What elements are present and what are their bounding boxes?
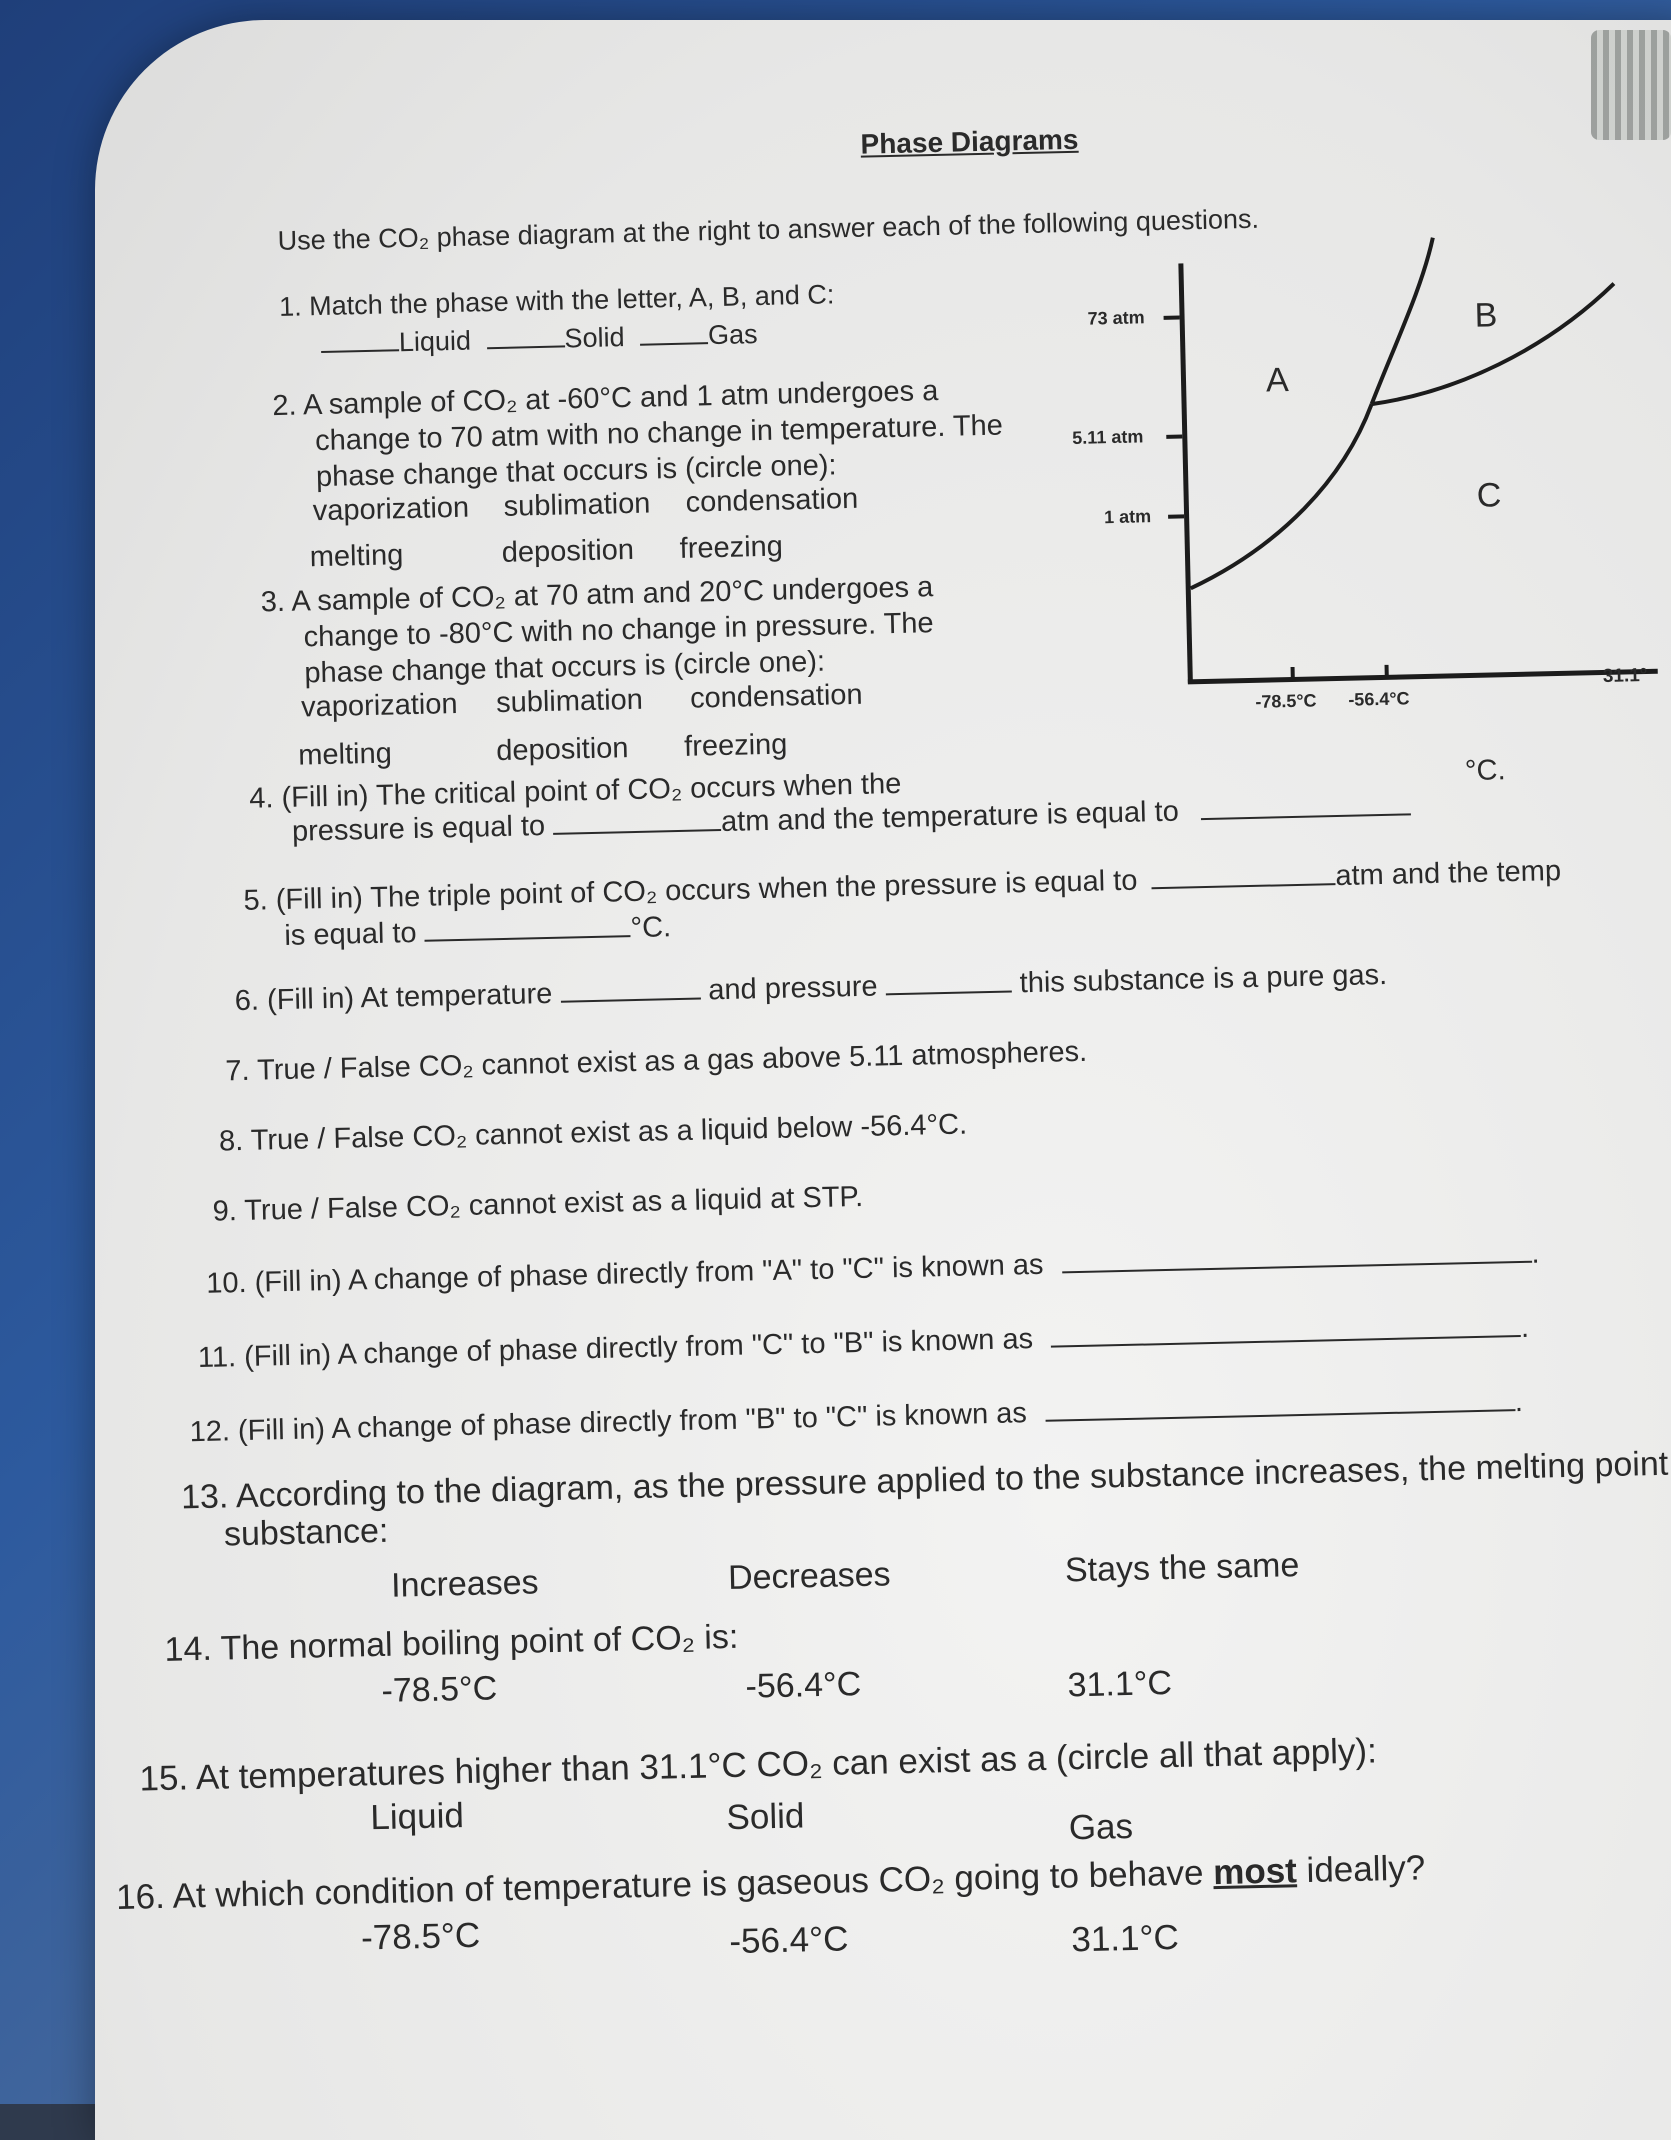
question-9[interactable]: 9. True / False CO₂ cannot exist as a liquid at STP. <box>212 1180 864 1228</box>
blank-critical-pressure[interactable] <box>553 829 721 835</box>
q5-text-b: atm and the temp <box>1335 854 1562 893</box>
q16-option-564[interactable]: -56.4°C <box>728 1919 849 1962</box>
blank-critical-temperature[interactable] <box>1201 813 1411 820</box>
question-2-line-2: change to 70 atm with no change in temperature. The <box>314 409 1004 458</box>
question-3-line-1: 3. A sample of CO₂ at 70 atm and 20°C undergoes a <box>260 571 934 619</box>
q14-option-785[interactable]: -78.5°C <box>381 1669 498 1710</box>
label-gas: Gas <box>707 319 758 351</box>
q16-text-c: ideally? <box>1306 1848 1426 1890</box>
region-label-a: A <box>1265 361 1290 400</box>
question-13-line-2: substance: <box>223 1511 389 1554</box>
q3-option-freezing[interactable]: freezing <box>683 728 788 763</box>
temp-label-785: -78.5°C <box>1255 690 1317 712</box>
region-label-b: B <box>1474 296 1498 335</box>
blank-a-to-c[interactable] <box>1062 1261 1532 1274</box>
pressure-label-1: 1 atm <box>1103 506 1152 528</box>
q13-option-decreases[interactable]: Decreases <box>727 1555 891 1598</box>
q16-option-785[interactable]: -78.5°C <box>360 1915 481 1958</box>
q12-text: 12. (Fill in) A change of phase directly from "B" to "C" is known as <box>189 1397 1028 1449</box>
page-title: Phase Diagrams <box>860 123 1079 160</box>
q3-option-deposition[interactable]: deposition <box>495 732 629 768</box>
q10-text: 10. (Fill in) A change of phase directly from "A" to "C" is known as <box>205 1248 1044 1300</box>
q6-text-a: 6. (Fill in) At temperature <box>234 977 553 1018</box>
label-solid: Solid <box>564 322 625 354</box>
blank-gas-temperature[interactable] <box>560 998 700 1003</box>
q4-unit: °C. <box>1464 754 1506 788</box>
q2-option-freezing[interactable]: freezing <box>679 530 784 565</box>
q3-option-melting[interactable]: melting <box>297 737 393 772</box>
q14-option-564[interactable]: -56.4°C <box>745 1665 862 1706</box>
q14-option-311[interactable]: 31.1°C <box>1067 1664 1173 1705</box>
question-13-line-1: 13. According to the diagram, as the pressure applied to the substance increases, the melting point <box>180 1444 1669 1517</box>
q5-text-d: °C. <box>630 911 672 945</box>
q3-option-condensation[interactable]: condensation <box>689 678 863 715</box>
melting-curve <box>1368 238 1437 404</box>
sublimation-curve <box>1187 404 1376 588</box>
region-label-c: C <box>1476 476 1502 515</box>
blank-triple-temperature[interactable] <box>425 935 631 942</box>
q15-option-gas[interactable]: Gas <box>1068 1806 1134 1848</box>
blank-triple-pressure[interactable] <box>1152 883 1336 889</box>
q2-option-melting[interactable]: melting <box>309 539 404 574</box>
q2-option-deposition[interactable]: deposition <box>501 533 635 569</box>
blank-gas-pressure[interactable] <box>886 990 1012 995</box>
q16-text-a: 16. At which condition of temperature is gaseous CO₂ going to behave <box>115 1853 1204 1918</box>
question-11: 11. (Fill in) A change of phase directly from "C" to "B" is known as . <box>197 1311 1530 1375</box>
q4-text-b: atm and the temperature is equal to <box>720 795 1180 839</box>
pressure-label-511: 5.11 atm <box>1072 426 1144 448</box>
question-2-line-1: 2. A sample of CO₂ at -60°C and 1 atm undergoes a <box>272 374 939 423</box>
instructions: Use the CO₂ phase diagram at the right to answer each of the following questions. <box>277 203 1260 256</box>
blank-c-to-b[interactable] <box>1051 1335 1521 1348</box>
temp-label-311: 31.1° <box>1602 664 1648 687</box>
q15-option-liquid[interactable]: Liquid <box>369 1796 465 1838</box>
question-3-line-2: change to -80°C with no change in pressure. The <box>303 607 934 654</box>
q6-text-b: and pressure <box>707 970 878 1007</box>
q16-text-most: most <box>1212 1851 1298 1893</box>
question-12: 12. (Fill in) A change of phase directly from "B" to "C" is known as . <box>189 1385 1524 1449</box>
question-14: 14. The normal boiling point of CO₂ is: <box>164 1617 739 1669</box>
question-10: 10. (Fill in) A change of phase directly from "A" to "C" is known as . <box>205 1237 1540 1300</box>
question-2-line-3: phase change that occurs is (circle one): <box>315 449 837 494</box>
q2-option-sublimation[interactable]: sublimation <box>503 487 651 523</box>
q16-option-311[interactable]: 31.1°C <box>1070 1917 1180 1960</box>
q4-text-a: pressure is equal to <box>291 810 546 848</box>
q13-option-increases[interactable]: Increases <box>390 1563 539 1605</box>
temp-label-564: -56.4°C <box>1348 688 1410 710</box>
q11-text: 11. (Fill in) A change of phase directly from "C" to "B" is known as <box>197 1323 1034 1375</box>
question-4-line-1: 4. (Fill in) The critical point of CO₂ occurs when the <box>248 767 902 815</box>
q6-text-c: this substance is a pure gas. <box>1019 958 1388 1000</box>
q15-option-solid[interactable]: Solid <box>726 1796 805 1838</box>
blank-b-to-c[interactable] <box>1045 1409 1515 1422</box>
q3-option-sublimation[interactable]: sublimation <box>495 683 644 720</box>
q13-option-stays-same[interactable]: Stays the same <box>1064 1546 1300 1590</box>
pressure-label-73: 73 atm <box>1087 307 1145 329</box>
question-8[interactable]: 8. True / False CO₂ cannot exist as a liquid below -56.4°C. <box>218 1108 968 1158</box>
question-1: 1. Match the phase with the letter, A, B, and C: <box>278 279 835 322</box>
q3-option-vaporization[interactable]: vaporization <box>300 687 458 724</box>
q2-option-condensation[interactable]: condensation <box>685 482 859 519</box>
label-liquid: Liquid <box>398 325 472 358</box>
question-3-line-3: phase change that occurs is (circle one): <box>304 645 826 690</box>
q5-text-c: is equal to <box>284 916 417 952</box>
q2-option-vaporization[interactable]: vaporization <box>312 491 470 528</box>
q5-text-a: 5. (Fill in) The triple point of CO₂ occurs when the pressure is equal to <box>243 864 1138 917</box>
question-15: 15. At temperatures higher than 31.1°C CO₂ can exist as a (circle all that apply): <box>139 1731 1378 1799</box>
question-7[interactable]: 7. True / False CO₂ cannot exist as a gas above 5.11 atmospheres. <box>225 1035 1088 1088</box>
